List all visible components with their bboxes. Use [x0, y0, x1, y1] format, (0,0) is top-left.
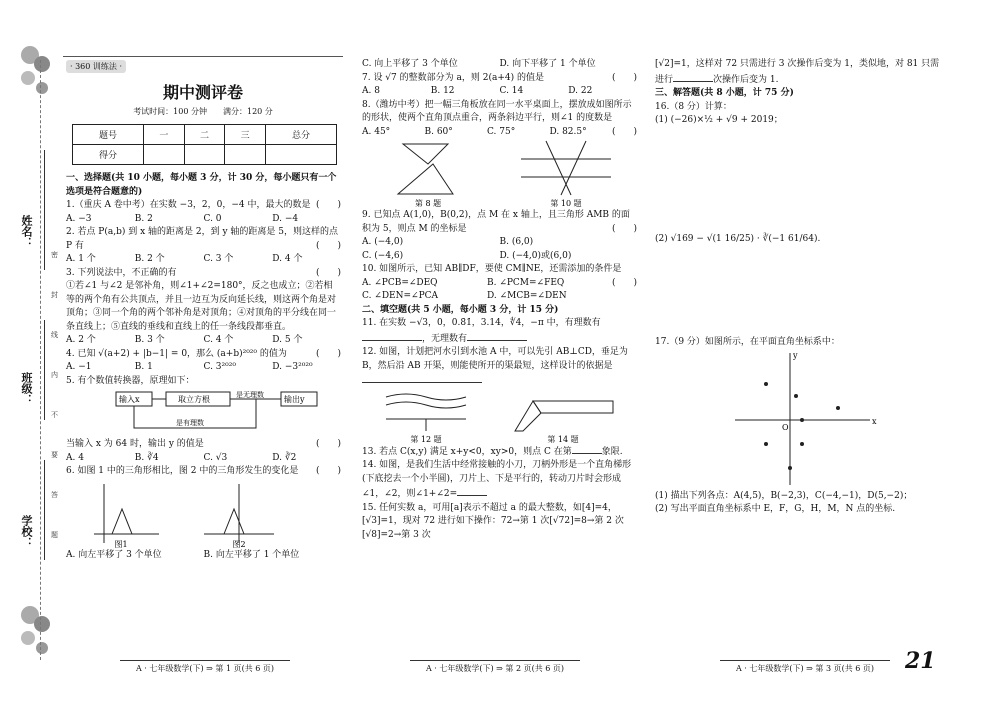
- option[interactable]: C. 向上平移了 3 个单位: [362, 59, 458, 69]
- page-title: 期中测评卷: [162, 83, 243, 102]
- q2-options: [66, 253, 341, 267]
- option[interactable]: A. (−4,0): [362, 237, 404, 247]
- question-15: 15. 任何实数 a，可用[a]表示不超过 a 的最大整数，如[4]=4，[√3]=1，现对 72 进行如下操作：72→第 1 次[√72]=8→第 2 次[√8]=2→第 3 次: [362, 502, 624, 540]
- score-cell[interactable]: [144, 145, 185, 165]
- score-header: 二: [184, 125, 225, 145]
- option[interactable]: C. √3: [203, 452, 228, 463]
- question-17-part1: (1) 描出下列各点：A(4,5)，B(−2,3)，C(−4,−1)，D(5,−2)；: [655, 490, 913, 501]
- answer-blank[interactable]: [467, 331, 527, 341]
- option[interactable]: B. (6,0): [499, 237, 534, 247]
- option[interactable]: A. 1 个: [66, 254, 96, 264]
- point-g: [764, 382, 768, 386]
- option[interactable]: B. 向左平移了 1 个单位: [203, 549, 300, 560]
- q3-options: [66, 334, 341, 348]
- page3-body: [655, 58, 945, 517]
- brand-badge: · 360 训练法 ·: [66, 60, 126, 73]
- score-row-label: 得分: [73, 145, 144, 165]
- option[interactable]: B. 2: [134, 213, 153, 224]
- option[interactable]: C. 4 个: [203, 335, 234, 345]
- class-label: 班级：: [20, 372, 33, 405]
- q7-options: [362, 85, 637, 99]
- question-11: 11. 在实数 −√3，0，0.8̇1̇，3.14，∜4，−π 中，有理数有，无理数有: [362, 318, 601, 344]
- option[interactable]: B. 3 个: [134, 335, 165, 345]
- answer-blank[interactable]: [362, 373, 482, 383]
- score-cell[interactable]: [225, 145, 266, 165]
- section1-heading: 一、选择题(共 10 小题，每小题 3 分，计 30 分，每小题只有一个选项是符合题意的): [66, 173, 337, 197]
- flow-rational: 是有理数: [176, 419, 204, 427]
- q10-options: [362, 277, 612, 304]
- figure-q14: [503, 389, 623, 444]
- q6-options: [66, 549, 341, 563]
- option[interactable]: D. 22: [568, 86, 593, 96]
- figure-q12: [376, 389, 476, 444]
- school-field[interactable]: [44, 460, 45, 560]
- point-mark: [794, 394, 798, 398]
- flow-irrational: 是无理数: [236, 391, 264, 399]
- question-10: 10. 如图所示，已知 AB∥DF，要使 CM∥NE，还需添加的条件是 ( ): [362, 264, 637, 288]
- score-cell[interactable]: [265, 145, 336, 165]
- option[interactable]: A. 2 个: [66, 335, 96, 345]
- q9-options: [362, 236, 637, 263]
- question-6: 6. 如图 1 中的三角形相比，图 2 中的三角形发生的变化是 ( ): [66, 466, 341, 476]
- option[interactable]: B. 2 个: [134, 254, 165, 264]
- seal-char: 题: [51, 531, 58, 539]
- option[interactable]: A. ∠PCB=∠DEQ: [362, 277, 438, 288]
- option[interactable]: A. 8: [362, 86, 380, 96]
- option[interactable]: D. ∛2: [272, 452, 297, 463]
- seal-char: 封: [51, 291, 58, 299]
- page1-body: [66, 172, 341, 562]
- option[interactable]: D. 5 个: [272, 335, 303, 345]
- seal-char: 内: [51, 371, 58, 379]
- option[interactable]: B. 1: [134, 362, 153, 372]
- answer-blank[interactable]: [457, 486, 487, 496]
- point-m: [836, 406, 840, 410]
- page1-top-rule: [63, 56, 343, 57]
- question-7: 7. 设 √7 的整数部分为 a，则 2(a+4) 的值是 ( ): [362, 72, 637, 83]
- flow-cuberoot: 取立方根: [178, 395, 210, 404]
- origin-label: O: [782, 422, 789, 432]
- point-e: [800, 418, 804, 422]
- question-13: 13. 若点 C(x,y) 满足 x+y<0，xy>0，则点 C 在第 象限.: [362, 444, 637, 460]
- point-h: [800, 442, 804, 446]
- binding-sidebar: [0, 0, 60, 707]
- exam-info: 考试时间：100 分钟 满分：120 分: [133, 107, 273, 116]
- question-16: 16.（8 分）计算：: [655, 101, 732, 112]
- question-16-part2: (2) √169 − √(1 16/25) · ∛(−1 61/64).: [655, 233, 821, 244]
- seal-char: 不: [51, 411, 58, 419]
- coordinate-plane: [730, 350, 880, 490]
- option[interactable]: A. −1: [66, 362, 92, 372]
- page3-footer: A · 七年级数学(下) ⇒ 第 3 页(共 6 页): [720, 660, 890, 674]
- flower-decoration-top: [18, 40, 52, 100]
- name-label: 姓名：: [20, 215, 33, 248]
- answer-blank[interactable]: [673, 72, 713, 82]
- option[interactable]: C. (−4,6): [362, 250, 404, 261]
- page-number: 21: [905, 648, 936, 674]
- school-label: 学校：: [20, 515, 33, 548]
- figure-q10: [511, 139, 621, 209]
- option[interactable]: B. 60°: [424, 126, 453, 137]
- option[interactable]: A. 向左平移了 3 个单位: [66, 549, 162, 560]
- option[interactable]: B. ∛4: [134, 452, 159, 463]
- option[interactable]: D. 向下平移了 1 个单位: [499, 59, 596, 69]
- question-1: 1.（重庆 A 卷中考）在实数 −3，2，0，−4 中，最大的数是 ( ): [66, 200, 341, 210]
- option[interactable]: A. 45°: [362, 126, 391, 137]
- seal-dashed-line: [40, 60, 41, 660]
- option[interactable]: D. −3²⁰²⁰: [272, 362, 313, 372]
- option[interactable]: B. ∠PCM=∠FEQ: [486, 277, 565, 288]
- option[interactable]: C. 14: [499, 86, 524, 96]
- answer-blank[interactable]: [362, 331, 422, 341]
- option[interactable]: B. 12: [430, 86, 455, 96]
- point-f: [788, 466, 792, 470]
- flower-decoration-bottom: [18, 600, 52, 660]
- point-n: [764, 442, 768, 446]
- name-field[interactable]: [44, 150, 45, 270]
- score-header: 一: [144, 125, 185, 145]
- score-cell[interactable]: [184, 145, 225, 165]
- page1-footer: A · 七年级数学(下) ⇒ 第 1 页(共 6 页): [120, 660, 290, 674]
- question-14: 14. 如图，是我们生活中经常接触的小刀，刀柄外形是一个直角梯形(下底挖去一个小半圆)，刀片上、下是平行的，转动刀片时会形成∠1，∠2，则∠1+∠2=: [362, 460, 632, 499]
- svg-text:第 8 题: 第 8 题: [415, 199, 442, 208]
- x-axis-label: x: [872, 416, 877, 426]
- seal-char: 要: [51, 451, 58, 459]
- option[interactable]: C. ∠DEN=∠PCA: [362, 291, 439, 301]
- question-8: 8.（潍坊中考）把一幅三角板放在同一水平桌面上，摆放成如图所示的形状，使两个直角顶点重合，两条斜边平行，则∠1 的度数是 ( ): [362, 99, 637, 137]
- converter-flowchart: [66, 388, 336, 438]
- answer-space[interactable]: [655, 246, 945, 336]
- seal-char: 密: [51, 251, 58, 259]
- q6-figures: [66, 479, 296, 549]
- seal-char: 线: [51, 331, 58, 339]
- option[interactable]: A. 4: [66, 452, 84, 463]
- question-3: 3. 下列说法中，不正确的有 ( ): [66, 267, 341, 278]
- q6-options-cont: [362, 58, 637, 72]
- question-16-part1: (1) (−26)×½ + √9 + 2019；: [655, 115, 783, 125]
- option[interactable]: D. 82.5°: [549, 126, 587, 137]
- question-17-part2: (2) 写出平面直角坐标系中 E，F，G，H，M，N 点的坐标.: [655, 504, 896, 514]
- svg-text:第 10 题: 第 10 题: [550, 199, 582, 208]
- option[interactable]: D. −4: [272, 213, 299, 224]
- section2-heading: 二、填空题(共 5 小题，每小题 3 分，计 15 分): [362, 304, 559, 315]
- q5-options: [66, 452, 341, 466]
- option[interactable]: C. 75°: [486, 126, 516, 137]
- question-12: 12. 如图，计划把河水引到水池 A 中，可以先引 AB⊥CD，垂足为 B，然后沿 AB 开渠，则能使所开的渠最短，这样设计的依据是: [362, 346, 637, 389]
- option[interactable]: D. 4 个: [272, 254, 303, 264]
- question-2: 2. 若点 P(a,b) 到 x 轴的距离是 2，到 y 轴的距离是 5，则这样的点 P 有 ( ): [66, 227, 341, 251]
- option[interactable]: C. 3²⁰²⁰: [203, 362, 236, 372]
- option[interactable]: D. (−4,0)或(6,0): [499, 250, 572, 261]
- svg-text:第 14 题: 第 14 题: [547, 434, 579, 444]
- option[interactable]: D. ∠MCB=∠DEN: [486, 291, 567, 301]
- answer-space[interactable]: [655, 128, 945, 233]
- svg-text:图2: 图2: [231, 539, 246, 549]
- q12-q14-figures: [362, 389, 637, 444]
- svg-text:图1: 图1: [113, 539, 128, 549]
- figure-q8: [378, 139, 478, 209]
- question-17: 17.（9 分）如图所示，在平面直角坐标系中：: [655, 337, 840, 347]
- question-5: 5. 有个数值转换器，原理如下：: [66, 375, 195, 386]
- section3-heading: 三、解答题(共 8 小题，计 75 分): [655, 88, 794, 98]
- figure-1: [84, 479, 164, 549]
- seal-char: 答: [51, 491, 58, 499]
- score-header: 题号: [73, 125, 144, 145]
- page2-body: [362, 58, 637, 542]
- question-9: 9. 已知点 A(1,0)，B(0,2)，点 M 在 x 轴上，且三角形 AMB 的面积为 5，则点 M 的坐标是 ( ): [362, 210, 637, 234]
- q8-q10-figures: [362, 139, 637, 209]
- score-header: 三: [225, 125, 266, 145]
- score-table: [72, 124, 337, 165]
- class-field[interactable]: [44, 320, 45, 420]
- q1-options: [66, 213, 341, 227]
- question-15-cont: [√2]=1，这样对 72 只需进行 3 次操作后变为 1，类似地，对 81 只需进行 次操作后变为 1.: [655, 59, 940, 85]
- answer-blank[interactable]: [572, 444, 602, 454]
- option[interactable]: C. 3 个: [203, 254, 234, 264]
- figure-2: [199, 479, 279, 549]
- y-axis-label: y: [793, 350, 798, 360]
- svg-text:第 12 题: 第 12 题: [410, 434, 442, 444]
- question-3-body: ①若∠1 与∠2 是邻补角，则∠1+∠2=180°，反之也成立；②若相等的两个角有公共顶点，并且一边互为反向延长线，则这两个角是对顶角；③同一个角的两个邻补角是对顶角；④对顶角的平分线在同一条直线上；⑤直线的垂线和直线上的任一条线段都垂直。: [66, 281, 337, 332]
- option[interactable]: C. 0: [203, 213, 222, 224]
- flow-input: 输入x: [119, 395, 140, 404]
- q4-options: [66, 361, 341, 375]
- option[interactable]: A. −3: [66, 213, 92, 224]
- flow-output: 输出y: [284, 395, 305, 404]
- question-5-ask: 当输入 x 为 64 时，输出 y 的值是 ( ): [66, 439, 341, 449]
- page2-footer: A · 七年级数学(下) ⇒ 第 2 页(共 6 页): [410, 660, 580, 674]
- score-header: 总分: [265, 125, 336, 145]
- q8-options: [362, 126, 612, 140]
- question-4: 4. 已知 √(a+2) + |b−1| = 0，那么 (a+b)²⁰²⁰ 的值为 ( ): [66, 348, 341, 359]
